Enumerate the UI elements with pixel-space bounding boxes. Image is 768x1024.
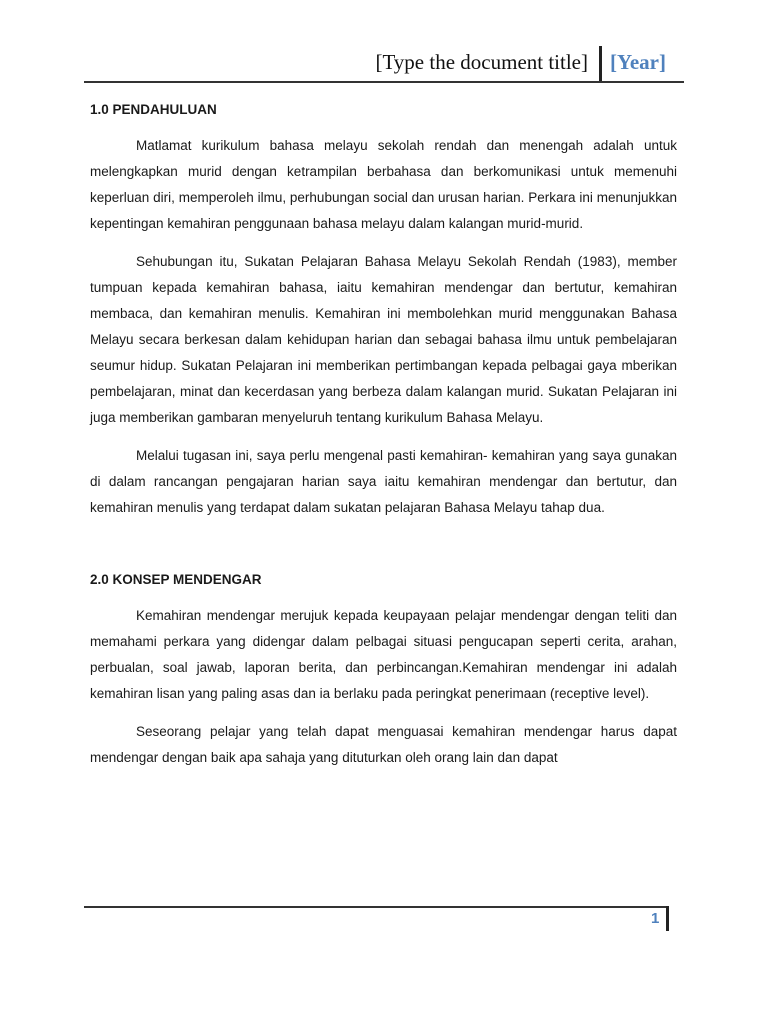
header-separator xyxy=(599,46,602,82)
page-number: 1 xyxy=(651,910,660,927)
document-body xyxy=(90,97,677,771)
header-rule xyxy=(84,81,684,83)
section-heading-konsep-mendengar: 2.0 KONSEP MENDENGAR xyxy=(90,572,262,587)
section-heading-pendahuluan: 1.0 PENDAHULUAN xyxy=(90,102,217,117)
paragraph: Matlamat kurikulum bahasa melayu sekolah rendah dan menengah adalah untuk melengkapkan murid dengan ketrampilan berbahasa dan berkomunikasi untuk memenuhi keperluan diri, memperoleh ilmu, perhubungan social dan urusan harian. Perkara ini menunjukkan kepentingan kemahiran penggunaan bahasa melayu dalam kalangan murid-murid. xyxy=(90,138,677,231)
document-title: [Type the document title] xyxy=(375,50,588,74)
paragraph: Sehubungan itu, Sukatan Pelajaran Bahasa Melayu Sekolah Rendah (1983), member tumpuan kepada kemahiran bahasa, iaitu kemahiran mendengar dan bertutur, kemahiran membaca, dan kemahiran menulis. Kemahiran ini membolehkan murid menggunakan Bahasa Melayu secara berkesan dalam kehidupan harian dan sebagai bahasa ilmu untuk pembelajaran seumur hidup. Sukatan Pelajaran ini memberikan pertimbangan kepada pelbagai gaya mberikan pembelajaran, minat dan kecerdasan yang berbeza dalam kalangan murid. Sukatan Pelajaran ini juga memberikan gambaran menyeluruh tentang kurikulum Bahasa Melayu. xyxy=(90,254,677,425)
footer-rule xyxy=(84,906,669,908)
paragraph: Seseorang pelajar yang telah dapat menguasai kemahiran mendengar harus dapat mendengar dengan baik apa sahaja yang dituturkan oleh orang lain dan dapat xyxy=(90,724,677,765)
footer-separator xyxy=(666,906,669,931)
page-header xyxy=(84,44,684,84)
paragraph: Kemahiran mendengar merujuk kepada keupayaan pelajar mendengar dengan teliti dan memahami perkara yang didengar dalam pelbagai situasi pengucapan seperti cerita, arahan, perbualan, soal jawab, laporan berita, dan perbincangan.Kemahiran mendengar ini adalah kemahiran lisan yang paling asas dan ia berlaku pada peringkat penerimaan (receptive level). xyxy=(90,608,677,701)
document-year: [Year] xyxy=(610,50,666,74)
paragraph: Melalui tugasan ini, saya perlu mengenal pasti kemahiran- kemahiran yang saya gunakan di dalam rancangan pengajaran harian saya iaitu kemahiran mendengar dan bertutur, dan kemahiran menulis yang terdapat dalam sukatan pelajaran Bahasa Melayu tahap dua. xyxy=(90,448,677,515)
